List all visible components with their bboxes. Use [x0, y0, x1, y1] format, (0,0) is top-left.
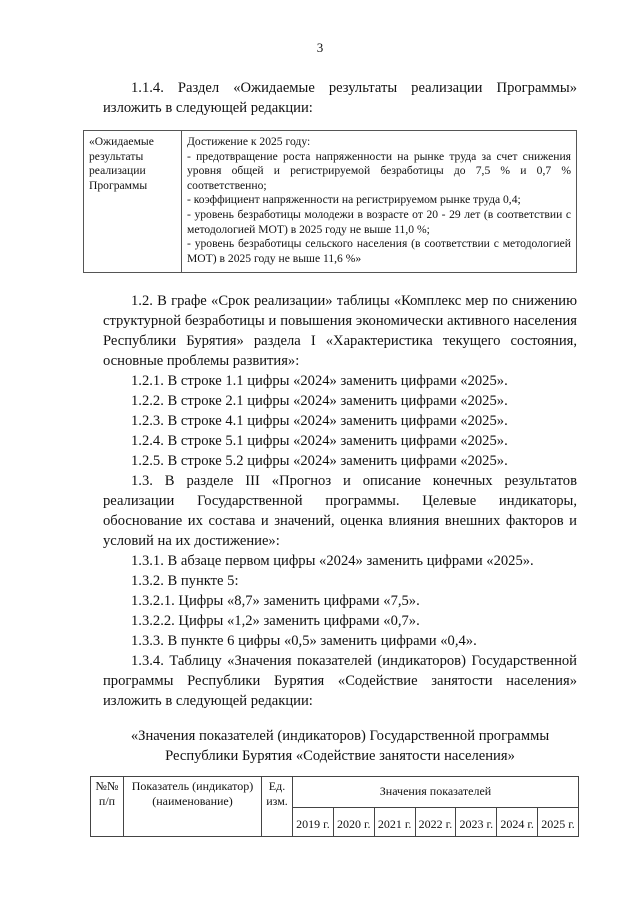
expected-results-label: «Ожидаемые результаты реализации Программы [84, 131, 182, 273]
paragraph-1-2: 1.2. В графе «Срок реализации» таблицы «Комплекс мер по снижению структурной безработицы и повышения экономически активного населения Республики Бурятия» раздела I «Характеристика текущего состояния, основные проблемы развития»: [103, 293, 577, 369]
year-header: 2023 г. [456, 808, 497, 837]
year-header: 2024 г. [497, 808, 538, 837]
year-header: 2025 г. [538, 808, 579, 837]
item-1-2-3: 1.2.3. В строке 4.1 цифры «2024» заменить цифрами «2025». [131, 413, 508, 429]
item-1-2-4: 1.2.4. В строке 5.1 цифры «2024» заменить цифрами «2025». [131, 433, 508, 449]
item-1-2-2: 1.2.2. В строке 2.1 цифры «2024» заменить цифрами «2025». [131, 393, 508, 409]
item-1-3-2-2: 1.3.2.2. Цифры «1,2» заменить цифрами «0,7». [131, 613, 420, 629]
header-number: №№ п/п [91, 777, 124, 837]
item-1-3-2: 1.3.2. В пункте 5: [131, 573, 239, 589]
result-line: - уровень безработицы молодежи в возрасте от 20 - 29 лет (в соответствии с методологией МОТ) в 2025 году не выше 11,0 %; [187, 207, 571, 236]
item-1-2-1: 1.2.1. В строке 1.1 цифры «2024» заменить цифрами «2025». [131, 373, 508, 389]
expected-results-table [83, 130, 577, 273]
header-values: Значения показателей [293, 777, 579, 808]
paragraph-1-3: 1.3. В разделе III «Прогноз и описание конечных результатов реализации Государственной программы. Целевые индикаторы, обоснование их состава и значений, оценка влияния внешних факторов и условий на их достижение»: [103, 473, 577, 549]
indicators-table [90, 776, 579, 837]
table-caption-line-1: «Значения показателей (индикаторов) Государственной программы [130, 728, 550, 744]
paragraph-1-1-4: 1.1.4. Раздел «Ожидаемые результаты реализации Программы» изложить в следующей редакции: [103, 80, 577, 116]
item-1-3-2-1: 1.3.2.1. Цифры «8,7» заменить цифрами «7,5». [131, 593, 420, 609]
result-line: Достижение к 2025 году: [187, 135, 311, 148]
page-number: 3 [316, 40, 324, 55]
year-header: 2022 г. [415, 808, 456, 837]
year-header: 2019 г. [293, 808, 334, 837]
item-1-3-3: 1.3.3. В пункте 6 цифры «0,5» заменить цифрами «0,4». [131, 633, 477, 649]
table-caption-line-2: Республики Бурятия «Содействие занятости населения» [165, 748, 515, 764]
result-line: - коэффициент напряженности на регистрируемом рынке труда 0,4; [187, 193, 521, 207]
item-1-3-1: 1.3.1. В абзаце первом цифры «2024» заменить цифрами «2025». [131, 553, 534, 569]
year-header: 2020 г. [333, 808, 374, 837]
result-line: - уровень безработицы сельского населения (в соответствии с методологией МОТ) в 2025 году не выше 11,6 %» [187, 237, 571, 265]
result-line: - предотвращение роста напряженности на рынке труда за счет снижения уровня общей и регистрируемой безработицы до 7,5 % и 0,7 % соответственно; [187, 149, 571, 192]
header-indicator: Показатель (индикатор) (наименование) [124, 777, 262, 837]
expected-results-content [182, 131, 577, 273]
paragraph-1-3-4: 1.3.4. Таблицу «Значения показателей (индикаторов) Государственной программы Республики Бурятия «Содействие занятости населения» изложить в следующей редакции: [103, 653, 577, 709]
item-1-2-5: 1.2.5. В строке 5.2 цифры «2024» заменить цифрами «2025». [131, 453, 508, 469]
header-unit: Ед. изм. [262, 777, 293, 837]
year-header: 2021 г. [374, 808, 415, 837]
